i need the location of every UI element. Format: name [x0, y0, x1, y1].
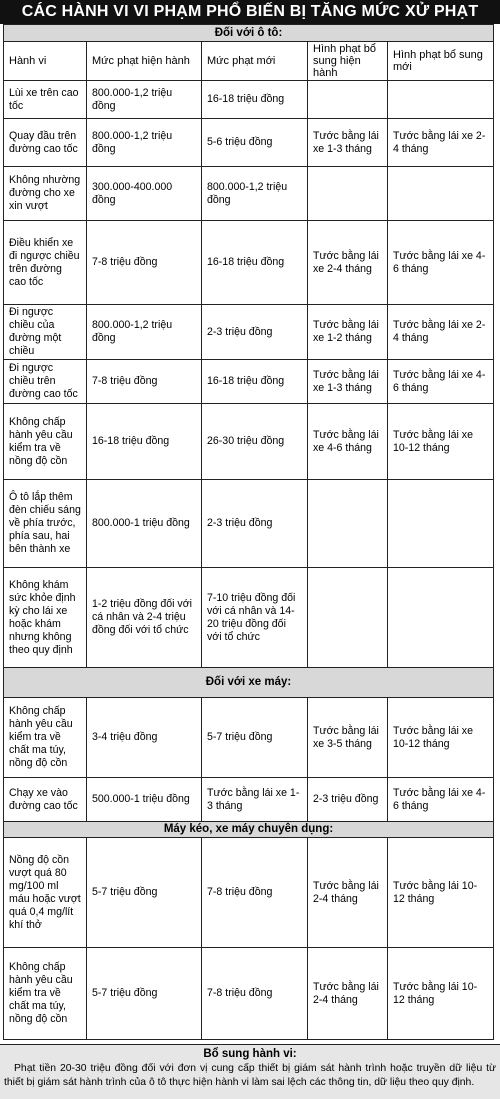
new-extra-cell: Tước bằng lái xe 4-6 tháng — [388, 221, 494, 305]
table-row — [4, 119, 494, 167]
new-fine-cell: 2-3 triệu đồng — [202, 305, 308, 360]
new-fine-cell: 5-7 triệu đồng — [202, 698, 308, 778]
behavior-cell: Không chấp hành yêu cầu kiểm tra về nồng độ cồn — [4, 404, 87, 480]
current-fine-cell: 800.000-1 triệu đồng — [87, 480, 202, 568]
col-behavior: Hành vi — [4, 42, 87, 81]
page-title: CÁC HÀNH VI VI PHẠM PHỔ BIẾN BỊ TĂNG MỨC XỬ PHẠT — [0, 0, 500, 24]
table-row — [4, 360, 494, 404]
new-extra-cell: Tước bằng lái xe 2-4 tháng — [388, 305, 494, 360]
new-fine-cell: 2-3 triệu đồng — [202, 480, 308, 568]
current-fine-cell: 800.000-1,2 triệu đồng — [87, 81, 202, 119]
section-motorbike-label: Đối với xe máy: — [4, 668, 494, 698]
footer-text: Phạt tiền 20-30 triệu đồng đối với đơn vị cung cấp thiết bị giám sát hành trình hoặc truyền dữ liệu từ thiết bị giám sát hành trình của ô tô thực hiện hành vi làm sai lệch các thông tin, dữ liệu theo quy định. — [4, 1063, 496, 1088]
footer-note — [0, 1044, 500, 1099]
current-extra-cell: Tước bằng lái 2-4 tháng — [308, 838, 388, 948]
table-row — [4, 221, 494, 305]
new-extra-cell: Tước bằng lái xe 2-4 tháng — [388, 119, 494, 167]
table-row — [4, 778, 494, 822]
new-fine-cell: 5-6 triệu đồng — [202, 119, 308, 167]
current-fine-cell: 3-4 triệu đồng — [87, 698, 202, 778]
current-fine-cell: 1-2 triệu đồng đối với cá nhân và 2-4 triệu đồng đối với tổ chức — [87, 568, 202, 668]
new-fine-cell: 26-30 triệu đồng — [202, 404, 308, 480]
new-extra-cell — [388, 167, 494, 221]
current-fine-cell: 5-7 triệu đồng — [87, 948, 202, 1040]
new-extra-cell — [388, 480, 494, 568]
current-fine-cell: 800.000-1,2 triệu đồng — [87, 119, 202, 167]
col-new-extra: Hình phạt bổ sung mới — [388, 42, 494, 81]
new-extra-cell: Tước bằng lái 10-12 tháng — [388, 948, 494, 1040]
current-extra-cell — [308, 480, 388, 568]
penalty-table — [3, 24, 494, 1040]
section-tractor-label: Máy kéo, xe máy chuyên dụng: — [4, 822, 494, 838]
new-extra-cell: Tước bằng lái xe 10-12 tháng — [388, 404, 494, 480]
current-fine-cell: 800.000-1,2 triệu đồng — [87, 305, 202, 360]
new-extra-cell: Tước bằng lái 10-12 tháng — [388, 838, 494, 948]
new-fine-cell: 16-18 triệu đồng — [202, 81, 308, 119]
current-extra-cell — [308, 167, 388, 221]
new-fine-cell: 16-18 triệu đồng — [202, 360, 308, 404]
current-extra-cell: 2-3 triệu đồng — [308, 778, 388, 822]
current-fine-cell: 5-7 triệu đồng — [87, 838, 202, 948]
behavior-cell: Lùi xe trên cao tốc — [4, 81, 87, 119]
table-row — [4, 568, 494, 668]
section-car — [4, 25, 494, 42]
behavior-cell: Không chấp hành yêu cầu kiểm tra về chất ma túy, nồng độ cồn — [4, 698, 87, 778]
new-fine-cell: 800.000-1,2 triệu đồng — [202, 167, 308, 221]
header-row — [4, 42, 494, 81]
behavior-cell: Ô tô lắp thêm đèn chiếu sáng về phía trước, phía sau, hai bên thành xe — [4, 480, 87, 568]
current-extra-cell — [308, 81, 388, 119]
behavior-cell: Không nhường đường cho xe xin vượt — [4, 167, 87, 221]
behavior-cell: Đi ngược chiều trên đường cao tốc — [4, 360, 87, 404]
current-extra-cell: Tước bằng lái xe 2-4 tháng — [308, 221, 388, 305]
behavior-cell: Không chấp hành yêu cầu kiểm tra về chất ma túy, nồng độ cồn — [4, 948, 87, 1040]
behavior-cell: Không khám sức khỏe định kỳ cho lái xe hoặc khám nhưng không theo quy định — [4, 568, 87, 668]
footer-title: Bổ sung hành vi: — [203, 1048, 297, 1060]
current-extra-cell: Tước bằng lái xe 1-3 tháng — [308, 119, 388, 167]
behavior-cell: Quay đầu trên đường cao tốc — [4, 119, 87, 167]
current-fine-cell: 300.000-400.000 đồng — [87, 167, 202, 221]
table-row — [4, 404, 494, 480]
behavior-cell: Chạy xe vào đường cao tốc — [4, 778, 87, 822]
current-extra-cell: Tước bằng lái xe 3-5 tháng — [308, 698, 388, 778]
current-extra-cell: Tước bằng lái xe 4-6 tháng — [308, 404, 388, 480]
current-extra-cell: Tước bằng lái xe 1-2 tháng — [308, 305, 388, 360]
new-extra-cell — [388, 81, 494, 119]
col-new-fine: Mức phạt mới — [202, 42, 308, 81]
current-fine-cell: 500.000-1 triệu đồng — [87, 778, 202, 822]
new-extra-cell: Tước bằng lái xe 4-6 tháng — [388, 360, 494, 404]
table-row — [4, 838, 494, 948]
new-fine-cell: Tước bằng lái xe 1-3 tháng — [202, 778, 308, 822]
new-fine-cell: 7-8 triệu đồng — [202, 948, 308, 1040]
section-motorbike — [4, 668, 494, 698]
table-row — [4, 81, 494, 119]
behavior-cell: Đi ngược chiều của đường một chiều — [4, 305, 87, 360]
new-fine-cell: 16-18 triệu đồng — [202, 221, 308, 305]
col-current-extra: Hình phạt bổ sung hiện hành — [308, 42, 388, 81]
behavior-cell: Nồng độ cồn vượt quá 80 mg/100 ml máu hoặc vượt quá 0,4 mg/lít khí thở — [4, 838, 87, 948]
current-extra-cell: Tước bằng lái xe 1-3 tháng — [308, 360, 388, 404]
col-current-fine: Mức phạt hiện hành — [87, 42, 202, 81]
section-tractor — [4, 822, 494, 838]
new-extra-cell: Tước bằng lái xe 4-6 tháng — [388, 778, 494, 822]
new-fine-cell: 7-8 triệu đồng — [202, 838, 308, 948]
new-fine-cell: 7-10 triệu đồng đối với cá nhân và 14-20 triệu đồng đối với tổ chức — [202, 568, 308, 668]
current-fine-cell: 16-18 triệu đồng — [87, 404, 202, 480]
section-car-label: Đối với ô tô: — [4, 25, 494, 42]
table-row — [4, 698, 494, 778]
behavior-cell: Điều khiển xe đi ngược chiều trên đường cao tốc — [4, 221, 87, 305]
new-extra-cell: Tước bằng lái xe 10-12 tháng — [388, 698, 494, 778]
table-row — [4, 948, 494, 1040]
table-row — [4, 480, 494, 568]
current-extra-cell: Tước bằng lái 2-4 tháng — [308, 948, 388, 1040]
current-extra-cell — [308, 568, 388, 668]
current-fine-cell: 7-8 triệu đồng — [87, 360, 202, 404]
table-row — [4, 167, 494, 221]
new-extra-cell — [388, 568, 494, 668]
current-fine-cell: 7-8 triệu đồng — [87, 221, 202, 305]
table-row — [4, 305, 494, 360]
